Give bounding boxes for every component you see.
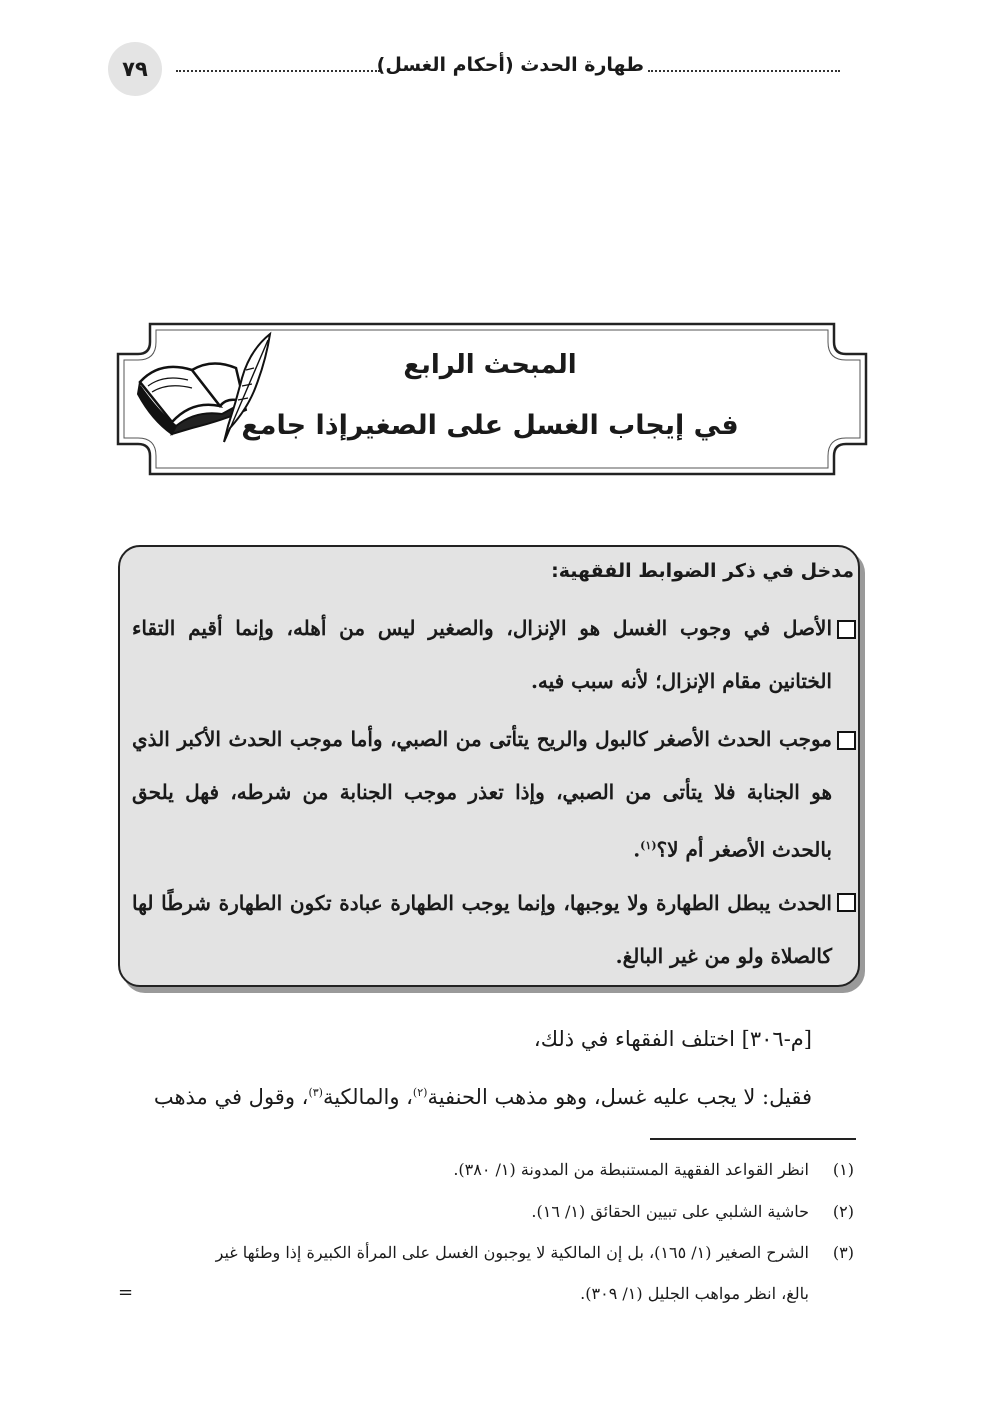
body-paragraph-line (154, 1085, 812, 1109)
rule-item: الحدث يبطل الطهارة ولا يوجبها، وإنما يوجب الطهارة عبادة تكون الطهارة شرطًا لها كالصلاة ولو من غير البالغ. (132, 891, 832, 968)
page-number: ٧٩ (108, 42, 162, 96)
body-text: فقيل: لا يجب عليه غسل، وهو مذهب الحنفية (427, 1085, 812, 1109)
body-paragraph-line: [م-٣٠٦] اختلف الفقهاء في ذلك، (533, 1027, 812, 1051)
footnote-ref: (٢) (412, 1086, 428, 1099)
footnote-text: انظر القواعد الفقهية المستنبطة من المدونة (١/ ٣٨٠). (453, 1160, 809, 1179)
body-text: ، وقول في مذهب (153, 1085, 309, 1109)
rule-item: موجب الحدث الأصغر كالبول والريح يتأتى من الصبي، وأما موجب الحدث الأكبر الذي هو الجنابة فلا يتأتى من الصبي، وإذا تعذر موجب الجنابة من شرطه، فهل يلحق بالحدث الأصغر أم لا؟$^{(١)}$. (132, 727, 832, 862)
checkbox-bullet-icon (837, 620, 856, 639)
footnote-number: (٣) (832, 1243, 854, 1262)
footnote-ref: (١) (640, 839, 657, 852)
body-text: ، والمالكية (322, 1085, 413, 1109)
footnote-number: (٢) (832, 1202, 854, 1221)
footnote-text: الشرح الصغير (١/ ١٦٥)، بل إن المالكية لا يوجبون الغسل على المرأة الكبيرة إذا وطئها غير (215, 1243, 809, 1262)
footnote-text: حاشية الشلبي على تبيين الحقائق (١/ ١٦). (531, 1202, 809, 1221)
footnote-ref: (٣) (308, 1086, 323, 1099)
running-title: طهارة الحدث (أحكام الغسل) (376, 54, 644, 76)
footnote-number: (١) (832, 1160, 854, 1179)
section-title: المبحث الرابع (403, 350, 577, 380)
rule-item: الأصل في وجوب الغسل هو الإنزال، والصغير ليس من أهله، وإنما أقيم التقاء الختانين مقام الإنزال؛ لأنه سبب فيه. (132, 616, 832, 693)
checkbox-bullet-icon (837, 731, 856, 750)
header-dots-left (176, 56, 380, 72)
header-dots-right (648, 56, 840, 72)
rule-item-text: موجب الحدث الأصغر كالبول والريح يتأتى من الصبي، وأما موجب الحدث الأكبر الذي هو الجنابة فلا يتأتى من الصبي، وإذا تعذر موجب الجنابة من شرطه، فهل يلحق بالحدث الأصغر أم لا؟ (132, 727, 832, 862)
section-subtitle: في إيجاب الغسل على الصغيرإذا جامع (241, 410, 739, 441)
footnote-separator (650, 1138, 856, 1140)
continuation-mark: = (118, 1282, 134, 1303)
checkbox-bullet-icon (837, 893, 856, 912)
footnote-text-continued: بالغ، انظر مواهب الجليل (١/ ٣٠٩). (580, 1284, 809, 1303)
rules-heading: مدخل في ذكر الضوابط الفقهية: (551, 560, 854, 582)
